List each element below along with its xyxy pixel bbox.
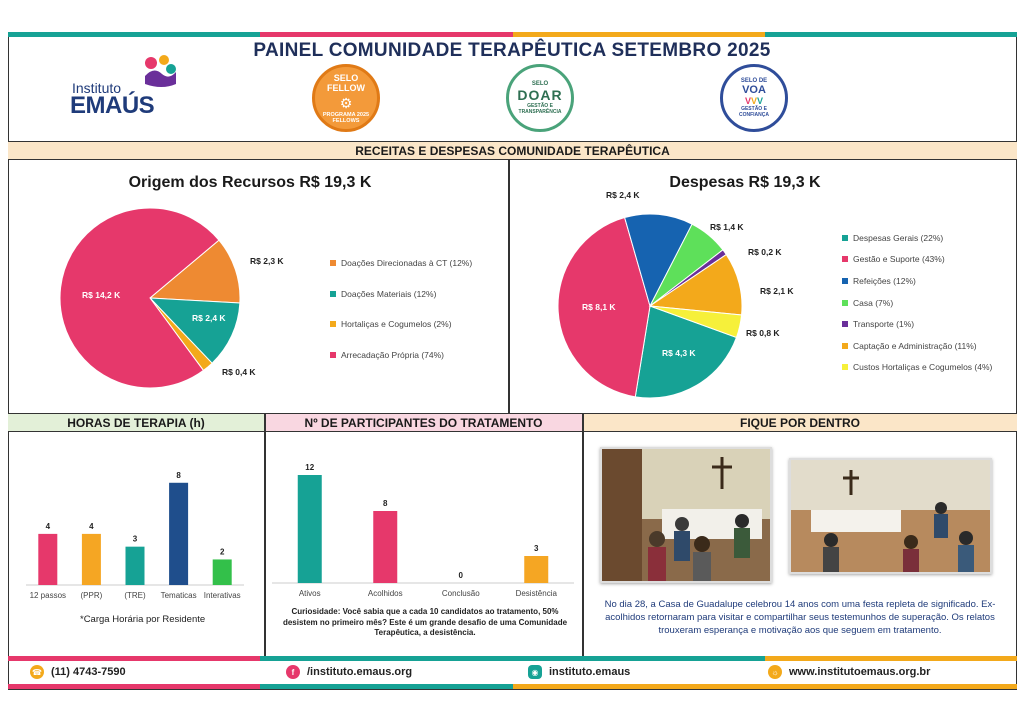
pie-origem-title: Origem dos Recursos R$ 19,3 K — [128, 174, 372, 191]
pie-origem-label-2: R$ 0,4 K — [222, 367, 256, 377]
section-participantes-header: Nº DE PARTICIPANTES DO TRATAMENTO — [264, 413, 582, 432]
horas-category-label-3: Tematicas — [160, 591, 197, 600]
footer-instagram-text: instituto.emaus — [549, 666, 631, 678]
page-title: PAINEL COMUNIDADE TERAPÊUTICA SETEMBRO 2025 — [253, 40, 771, 61]
pie-despesas-legend-item-0 — [842, 227, 992, 249]
doar-badge-main: DOAR — [517, 87, 563, 103]
phone-icon: ☎ — [30, 665, 44, 679]
pie-despesas-label-1: R$ 8,1 K — [582, 302, 616, 312]
pie-despesas-label-4: R$ 0,2 K — [748, 247, 782, 257]
horas-category-label-1: (PPR) — [80, 591, 103, 600]
fellow-badge-top: SELO FELLOW — [327, 72, 365, 93]
footer-website-text: www.institutoemaus.org.br — [789, 666, 931, 678]
voa-badge-bottom: GESTÃO E CONFIANÇA — [739, 106, 769, 118]
doar-badge-top: SELO — [531, 81, 549, 87]
pie-origem-legend-item-3 — [330, 340, 472, 371]
selo-voa-badge — [720, 64, 788, 132]
pie-despesas-label-2: R$ 2,4 K — [606, 190, 640, 200]
horas-bar-4 — [213, 559, 232, 585]
pie-origem-label-3: R$ 14,2 K — [82, 290, 121, 300]
pie-despesas-legend-label-3: Casa (7%) — [853, 297, 894, 308]
event-photo-2 — [789, 458, 992, 574]
voa-badge-main: VOA — [742, 84, 766, 96]
fellow-badge-icon: ⚙ — [339, 94, 353, 111]
horas-bar-3 — [169, 483, 188, 585]
facebook-icon: f — [286, 665, 300, 679]
pie-despesas-legend-label-1: Gestão e Suporte (43%) — [853, 254, 945, 265]
participantes-category-label-1: Acolhidos — [367, 589, 403, 598]
pie-origem-legend-label-2: Hortaliças e Cogumelos (2%) — [341, 319, 452, 330]
participantes-value-label-2: 0 — [458, 571, 463, 580]
horas-category-label-4: Interativas — [203, 591, 241, 600]
pie-origem-legend-item-0 — [330, 248, 472, 279]
footer-facebook-text: /instituto.emaus.org — [307, 666, 413, 678]
horas-value-label-1: 4 — [89, 521, 94, 531]
bottom-divider-1 — [264, 413, 266, 656]
pie-origem-legend-swatch-1 — [330, 291, 336, 297]
pie-despesas-legend-item-6 — [842, 357, 992, 379]
pie-despesas-legend-item-3 — [842, 292, 992, 314]
pie-origem-legend-swatch-2 — [330, 321, 336, 327]
participantes-bar-3 — [524, 556, 548, 583]
pie-despesas-label-5: R$ 2,1 K — [760, 286, 794, 296]
pie-origem-legend-item-2 — [330, 309, 472, 340]
participantes-category-label-2: Conclusão — [441, 589, 480, 598]
horas-value-label-3: 8 — [176, 470, 181, 480]
pie-despesas-legend-label-5: Captação e Administração (11%) — [853, 340, 977, 351]
emaus-figures-icon — [142, 54, 178, 88]
pie-origem-label-1: R$ 2,4 K — [192, 313, 226, 323]
pie-despesas-chart — [550, 206, 750, 406]
pie-despesas-legend — [842, 227, 992, 378]
pie-origem-label-0: R$ 2,3 K — [250, 256, 284, 266]
horas-note: *Carga Horária por Residente — [80, 614, 206, 625]
selo-fellow-badge — [312, 64, 380, 132]
pie-despesas-legend-swatch-0 — [842, 235, 848, 241]
horas-category-label-0: 12 passos — [29, 591, 67, 600]
horas-value-label-2: 3 — [132, 534, 138, 544]
top-color-stripe — [8, 32, 1017, 37]
section-horas-header: HORAS DE TERAPIA (h) — [8, 413, 264, 432]
pie-despesas-legend-swatch-5 — [842, 343, 848, 349]
selo-doar-badge — [506, 64, 574, 132]
pie-despesas-legend-swatch-6 — [842, 364, 848, 370]
participantes-value-label-1: 8 — [383, 499, 388, 508]
pie-origem-legend — [330, 248, 472, 370]
instituto-emaus-logo — [68, 54, 188, 118]
pie-despesas-label-0: R$ 4,3 K — [662, 348, 696, 358]
pie-origem-legend-swatch-0 — [330, 260, 336, 266]
pie-despesas-legend-item-2 — [842, 270, 992, 292]
pie-despesas-title: Despesas R$ 19,3 K — [669, 174, 821, 191]
pie-despesas-legend-swatch-3 — [842, 300, 848, 306]
pie-despesas-legend-label-2: Refeições (12%) — [853, 275, 916, 286]
participantes-category-label-3: Desistência — [515, 589, 557, 598]
instagram-icon: ◉ — [528, 665, 542, 679]
footer-website[interactable] — [768, 665, 930, 679]
horas-value-label-0: 4 — [45, 521, 51, 531]
pie-origem-legend-label-0: Doações Direcionadas à CT (12%) — [341, 258, 473, 269]
pie-despesas-legend-label-4: Transporte (1%) — [853, 319, 915, 330]
pie-despesas-legend-item-4 — [842, 313, 992, 335]
voa-badge-chevrons-icon: VVV — [744, 96, 764, 106]
pie-origem-legend-label-1: Doações Materiais (12%) — [341, 288, 437, 299]
pie-despesas-legend-label-0: Despesas Gerais (22%) — [853, 232, 944, 243]
bottom-divider-2 — [582, 413, 584, 656]
participantes-value-label-3: 3 — [534, 544, 539, 553]
participantes-category-label-0: Ativos — [298, 589, 321, 598]
charts-divider — [508, 160, 510, 413]
pie-origem-legend-swatch-3 — [330, 352, 336, 358]
doar-badge-bottom: GESTÃO E TRANSPARÊNCIA — [518, 103, 562, 115]
section-receitas-header: RECEITAS E DESPESAS COMUNIDADE TERAPÊUTICA — [8, 141, 1017, 160]
pie-despesas-legend-item-1 — [842, 249, 992, 271]
horas-bar-0 — [38, 534, 57, 585]
pie-origem-legend-item-1 — [330, 279, 472, 310]
participantes-bar-chart — [272, 440, 574, 605]
footer-stripe-bottom — [8, 684, 1017, 689]
pie-despesas-legend-swatch-2 — [842, 278, 848, 284]
horas-category-label-2: (TRE) — [124, 591, 146, 600]
fique-text: No dia 28, a Casa de Guadalupe celebrou 14 anos com uma festa repleta de significado. Ex-acolhidos retornaram para visitar e compartilhar seus testemunhos de superação. Os relatos trouxeram esperança e motivação aos que seguem em tratamento. — [604, 599, 996, 636]
emaus-logo-line2: EMAÚS — [70, 92, 155, 119]
footer-instagram[interactable] — [528, 665, 630, 679]
pie-despesas-legend-label-6: Custos Hortaliças e Cogumelos (4%) — [853, 362, 993, 373]
fellow-badge-bottom: PROGRAMA 2025 FELLOWS — [322, 111, 370, 124]
pie-origem-legend-label-3: Arrecadação Própria (74%) — [341, 349, 444, 360]
pie-despesas-label-6: R$ 0,8 K — [746, 328, 780, 338]
emaus-logo-line1: Instituto — [72, 80, 122, 96]
participantes-bar-1 — [373, 511, 397, 583]
participantes-value-label-0: 12 — [305, 463, 315, 472]
participantes-bar-0 — [298, 475, 322, 583]
horas-bar-1 — [82, 534, 101, 585]
horas-bar-chart — [20, 440, 250, 610]
footer-phone[interactable] — [30, 665, 126, 679]
horas-value-label-4: 2 — [219, 547, 225, 557]
globe-icon: ☼ — [768, 665, 782, 679]
event-photo-1 — [600, 447, 772, 583]
pie-despesas-legend-swatch-1 — [842, 256, 848, 262]
pie-despesas-legend-item-5 — [842, 335, 992, 357]
footer-facebook[interactable] — [286, 665, 412, 679]
curiosidade-note: Curiosidade: Você sabia que a cada 10 candidatos ao tratamento, 50% desistem no primeiro mês? Este é um grande desafio de uma Comunidade Terapêutica, a desistência. — [282, 607, 568, 637]
horas-bar-2 — [126, 547, 145, 585]
pie-despesas-label-3: R$ 1,4 K — [710, 222, 744, 232]
footer-phone-text: (11) 4743-7590 — [51, 666, 126, 678]
voa-badge-top: SELO DE — [740, 78, 768, 84]
section-fique-header: FIQUE POR DENTRO — [582, 413, 1017, 432]
footer-stripe-top — [8, 656, 1017, 661]
pie-despesas-legend-swatch-4 — [842, 321, 848, 327]
